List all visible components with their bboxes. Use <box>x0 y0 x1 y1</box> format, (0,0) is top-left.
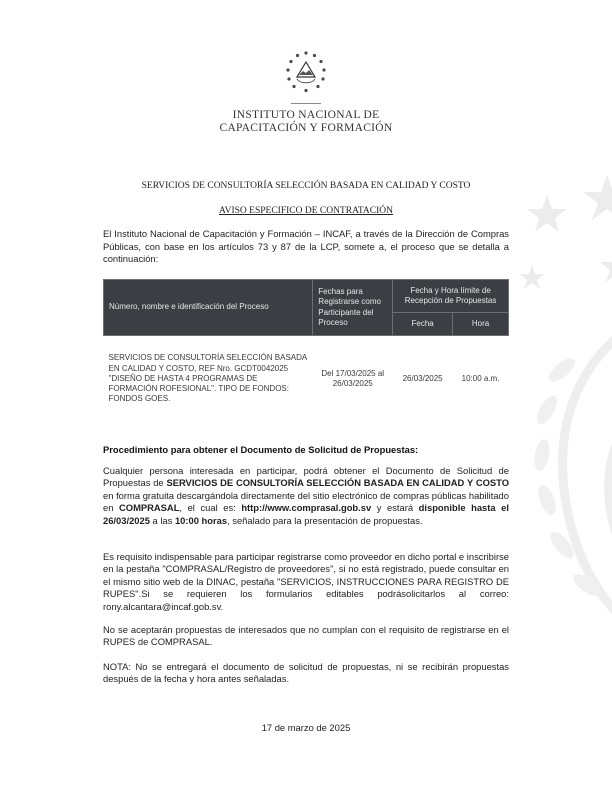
header-fechas-registro: Fechas para Registrarse como Participante del Proceso <box>313 280 393 336</box>
deadline-hour: 10:00 horas <box>174 514 228 526</box>
national-seal-icon <box>284 50 328 94</box>
procedure-paragraph-1: Cualquier persona interesada en participar, podrá obtener el Documento de Solicitud de Propuestas de SERVICIOS DE CONSULTORÍA SELECCIÓN BASADA EN CALIDAD Y COSTO en forma gratuita descargándola directamente del sitio electrónico de compras públicas habilitado en COMPRASAL, el cual es: http://www.comprasal.gob.sv y estará disponible hasta el 26/03/2025 a las 10:00 horas, señalado para la presentación de propuestas. <box>103 465 510 526</box>
process-table <box>103 279 509 422</box>
org-name-line2: CAPACITACIÓN Y FORMACIÓN <box>219 122 393 134</box>
document-date: 17 de marzo de 2025 <box>261 722 351 733</box>
org-name-line1: INSTITUTO NACIONAL DE <box>232 109 380 121</box>
service-name: SERVICIOS DE CONSULTORÍA SELECCIÓN BASADA EN CALIDAD Y COSTO <box>166 477 510 489</box>
header-proceso: Número, nombre e identificación del Proceso <box>104 280 313 336</box>
header-hora: Hora <box>453 313 509 336</box>
intro-paragraph: El Instituto Nacional de Capacitación y Formación – INCAF, a través de la Dirección de Compras Públicas, con base en los artículos 73 y 87 de la LCP, somete a, el proceso que se detalla a continuación: <box>103 228 509 265</box>
procedure-heading: Procedimiento para obtener el Documento de Solicitud de Propuestas: <box>103 444 419 455</box>
notice-heading: AVISO ESPECIFICO DE CONTRATACIÓN <box>218 206 394 216</box>
header-fecha-hora-limite: Fecha y Hora límite de Recepción de Propuestas <box>393 280 509 313</box>
cell-proceso: SERVICIOS DE CONSULTORÍA SELECCIÓN BASADA EN CALIDAD Y COSTO, REF Nro. GCDT0042025 "DISEÑO DE HASTA 4 PROGRAMAS DE FORMACIÓN ROFESIONAL". TIPO DE FONDOS: FONDOS GOES. <box>108 353 307 404</box>
cell-fecha-limite: 26/03/2025 <box>402 373 443 383</box>
procedure-paragraph-3: No se aceptarán propuestas de interesados que no cumplan con el requisito de registrarse en el RUPES de COMPRASAL. <box>103 624 509 648</box>
seal-divider <box>291 103 321 104</box>
table-row <box>104 336 509 423</box>
procedure-paragraph-2: Es requisito indispensable para participar registrarse como proveedor en dicho portal e inscribirse en la pestaña "COMPRASAL/Registro de proveedores", si no está registrado, puede consultar en el mismo sitio web de la DINAC, pestaña "SERVICIOS, INSTRUCCIONES PARA REGISTRO DE RUPES".Si se requieren los formularios editables podrásolicitarlos al correo: rony.alcantara@incaf.gob.sv. <box>103 551 509 612</box>
document-title: SERVICIOS DE CONSULTORÍA SELECCIÓN BASADA EN CALIDAD Y COSTO <box>141 181 471 191</box>
availability-deadline: disponible hasta el 26/03/2025 <box>103 502 509 526</box>
comprasal-name: COMPRASAL <box>119 502 180 514</box>
letterhead <box>0 50 612 135</box>
header-fecha: Fecha <box>393 313 453 336</box>
comprasal-url-link[interactable]: http://www.comprasal.gob.sv <box>241 502 372 514</box>
cell-fechas-registro: Del 17/03/2025 al 26/03/2025 <box>321 368 385 388</box>
coat-of-arms-watermark <box>502 170 612 710</box>
procedure-note: NOTA: No se entregará el documento de solicitud de propuestas, ni se recibirán propuestas después de la fecha y hora antes señaladas. <box>103 661 509 685</box>
cell-hora-limite: 10:00 a.m. <box>461 373 500 383</box>
